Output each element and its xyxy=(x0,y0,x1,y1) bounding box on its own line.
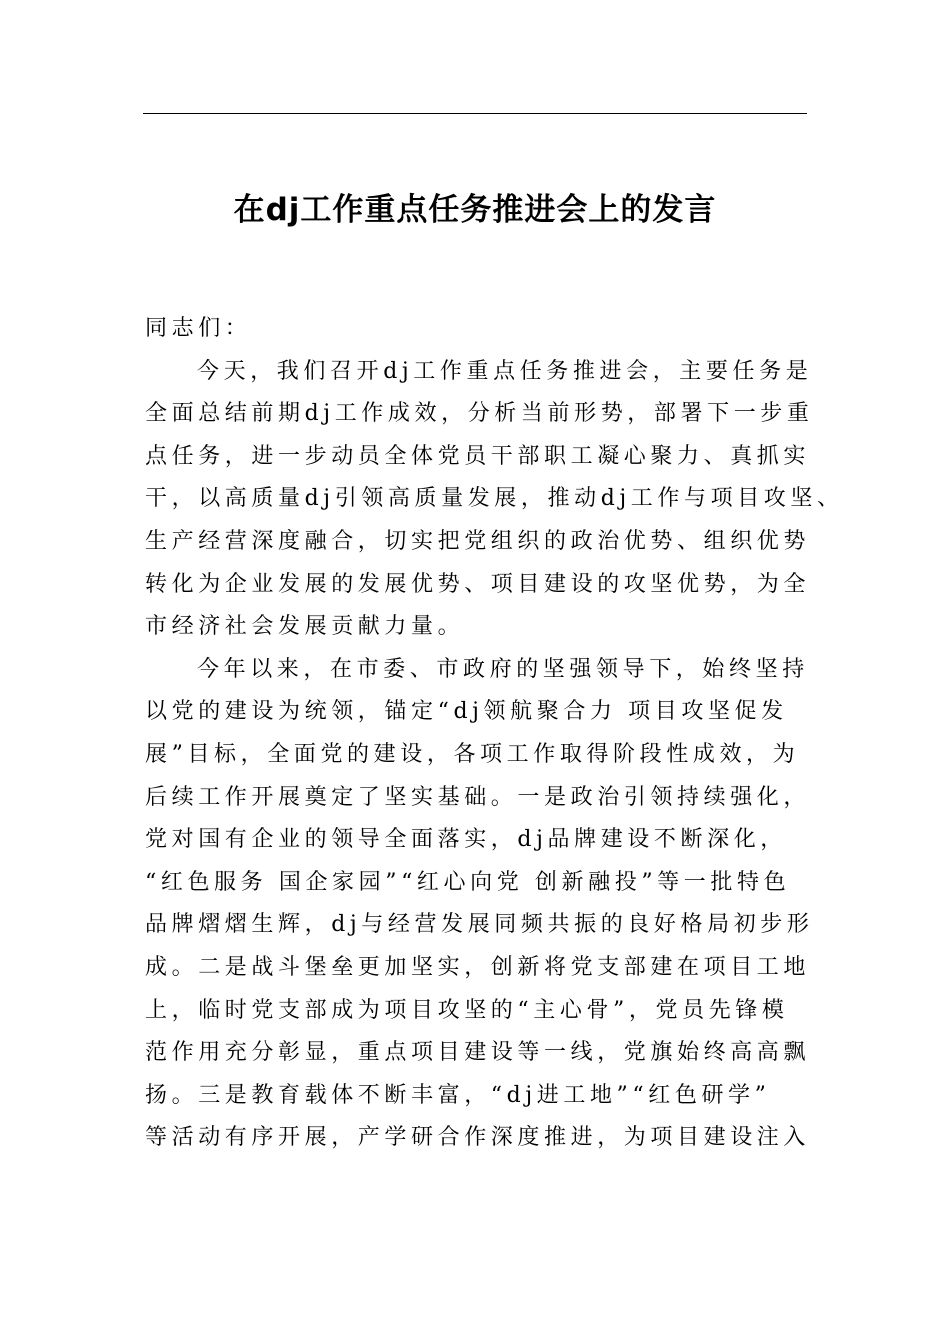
body-line: 今天，我们召开dj工作重点任务推进会，主要任务是 xyxy=(197,358,813,384)
body-line: 上，临时党支部成为项目攻坚的“主心骨”，党员先锋模 xyxy=(145,997,789,1023)
document-title: 在dj工作重点任务推进会上的发言 xyxy=(233,192,717,228)
body-line: 党对国有企业的领导全面落实，dj品牌建设不断深化， xyxy=(145,827,787,853)
document-body xyxy=(145,308,844,1160)
body-line: 以党的建设为统领，锚定“dj领航聚合力 项目攻坚促发 xyxy=(145,699,788,725)
body-line: 成。二是战斗堡垒更加坚实，创新将党支部建在项目工地 xyxy=(145,954,811,980)
body-line: 展”目标，全面党的建设，各项工作取得阶段性成效，为 xyxy=(145,741,800,767)
body-line: 点任务，进一步动员全体党员干部职工凝心聚力、真抓实 xyxy=(145,443,811,469)
salutation: 同志们： xyxy=(145,316,252,341)
body-line: 等活动有序开展，产学研合作深度推进，为项目建设注入 xyxy=(145,1125,811,1151)
body-line: 范作用充分彰显，重点项目建设等一线，党旗始终高高飘 xyxy=(145,1040,811,1066)
body-line: 品牌熠熠生辉，dj与经营发展同频共振的良好格局初步形 xyxy=(145,912,814,938)
body-line: 后续工作开展奠定了坚实基础。一是政治引领持续强化， xyxy=(145,784,811,810)
body-line: 转化为企业发展的发展优势、项目建设的攻坚优势，为全 xyxy=(145,571,811,597)
header-rule xyxy=(143,113,807,114)
body-line: 扬。三是教育载体不断丰富，“dj进工地”“红色研学” xyxy=(145,1082,771,1108)
body-line: 市经济社会发展贡献力量。 xyxy=(145,614,465,640)
body-line: 干，以高质量dj引领高质量发展，推动dj工作与项目攻坚、 xyxy=(145,486,844,512)
body-line: 生产经营深度融合，切实把党组织的政治优势、组织优势 xyxy=(145,528,811,554)
body-line: “红色服务 国企家园”“红心向党 创新融投”等一批特色 xyxy=(145,869,791,895)
body-line: 全面总结前期dj工作成效，分析当前形势，部署下一步重 xyxy=(145,401,814,427)
body-line: 今年以来，在市委、市政府的坚强领导下，始终坚持 xyxy=(197,656,809,682)
